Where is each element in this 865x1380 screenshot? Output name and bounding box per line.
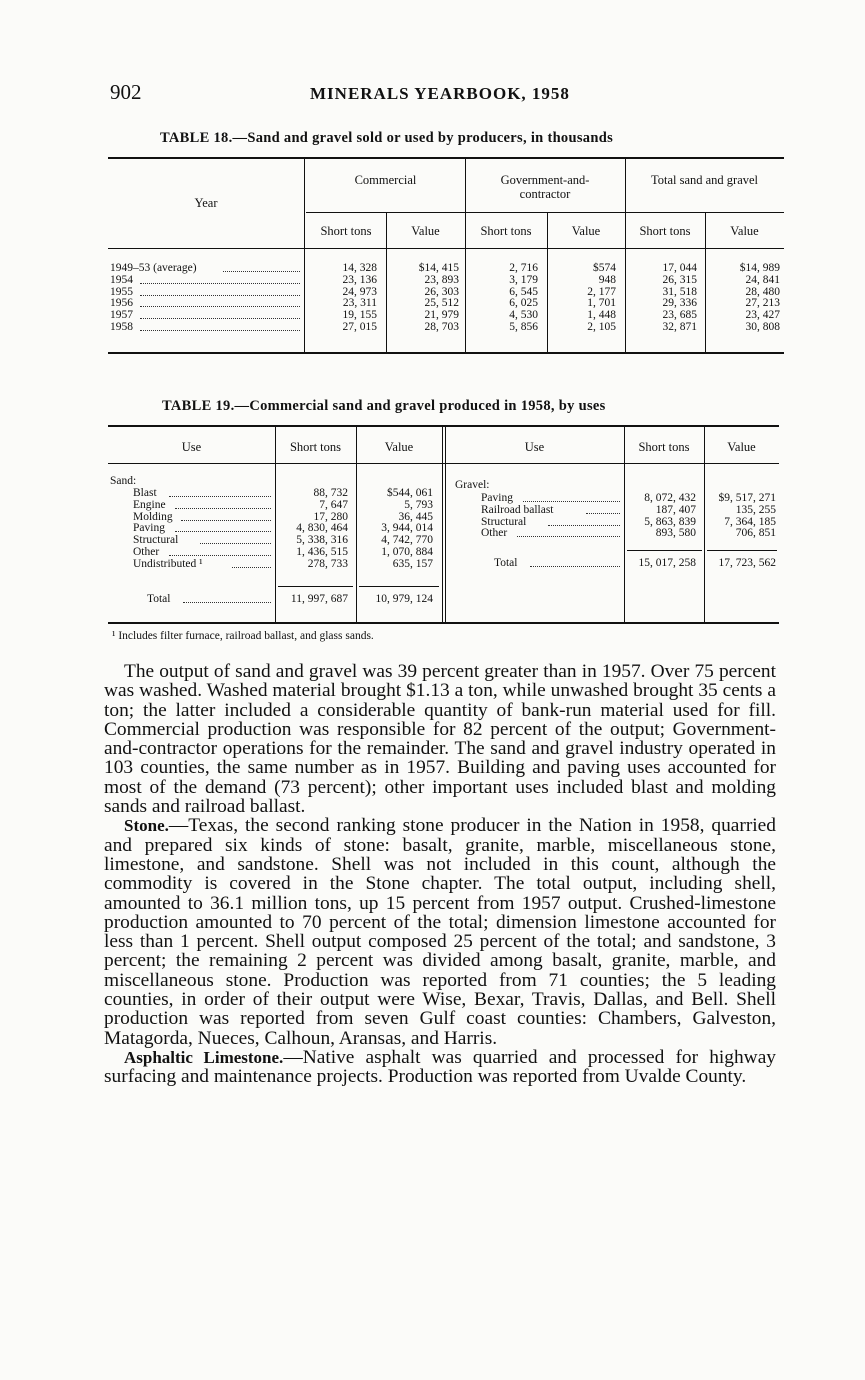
table19-title: TABLE 19.—Commercial sand and gravel produced in 1958, by uses [162, 398, 606, 414]
table18-value: 1, 701 [587, 297, 616, 310]
table19-value: 3, 944, 014 [381, 522, 433, 535]
table19-value: 706, 851 [735, 527, 776, 540]
table18-year-label: 1949–53 (average) [110, 262, 197, 274]
table-rule [707, 550, 777, 551]
table18-value: 2, 716 [509, 262, 538, 274]
table19-value: 4, 742, 770 [381, 534, 433, 547]
table19-value: 5, 793 [404, 498, 433, 511]
table19-group-sand: Sand: [110, 475, 137, 487]
body-text [104, 662, 776, 1087]
table-rule [359, 586, 439, 587]
table19-total-tons: 15, 017, 258 [638, 557, 696, 569]
table18-value: 6, 025 [509, 297, 538, 310]
table-rule [627, 550, 702, 551]
table19-use-label: Undistributed ¹ [133, 557, 203, 570]
table-column-rule [442, 425, 443, 622]
table19-total-label: Total [147, 593, 171, 605]
table18-value: 26, 303 [424, 285, 459, 298]
table-rule [306, 212, 784, 213]
table18-value: 23, 136 [342, 273, 377, 286]
leader-dots [232, 567, 272, 568]
table19-tons: 278, 733 [307, 557, 348, 570]
table18-subheader: Short tons [320, 224, 372, 238]
table-rule [108, 248, 784, 249]
leader-dots [183, 602, 271, 603]
table-rule [108, 463, 779, 464]
table19-tons: 8, 072, 432 [644, 492, 696, 504]
running-head: MINERALS YEARBOOK, 1958 [310, 84, 570, 103]
leader-dots [140, 306, 300, 307]
run-in-asphaltic-limestone: Asphaltic Limestone. [124, 1047, 284, 1067]
table19-header: Use [524, 440, 545, 454]
table18-value: 24, 973 [342, 285, 377, 298]
table18-value: 4, 530 [509, 309, 538, 322]
leader-dots [169, 555, 272, 556]
table18-year-label: 1954 [110, 273, 133, 286]
table18-value: 2, 105 [587, 321, 616, 333]
table19-total-value: 10, 979, 124 [375, 593, 433, 605]
table18-value: 27, 015 [342, 321, 377, 333]
table19-use-label: Paving [481, 492, 513, 504]
table19-tons: 893, 580 [655, 527, 696, 540]
table19-total-label: Total [494, 557, 518, 569]
table19-value: 36, 445 [398, 510, 433, 523]
leader-dots [169, 496, 272, 497]
stone-text: —Texas, the second ranking stone producer in the Nation in 1958, quarried and prepared six kinds of stone: basalt, granite, marble, miscellaneous stone, limestone, and sandstone. Shell was not included in this count, although the commodity is covered in the Stone chapter. The total output, including shell, amounted to 36.1 million tons, up 15 percent from 1957 output. Crushed-limestone production amounted to 70 percent of the total; dimension limestone accounted for less than 1 percent. Shell output composed 25 percent of the total; and sandstone, 3 percent; the remaining 2 percent was divided among basalt, granite, marble, and miscellaneous stone. Production was reported from 71 counties; the 5 leading counties, in order of their output were Wise, Bexar, Travis, Dallas, and Bell. Shell production was reported from seven Gulf coast counties: Chambers, Galveston, Matagorda, Nueces, Calhoun, Aransas, and Harris. [104, 815, 776, 1049]
table19-tons: 5, 338, 316 [296, 534, 348, 547]
table18-value: 1, 448 [587, 309, 616, 322]
paragraph-asphaltic-limestone [104, 1048, 776, 1087]
table18-subheader: Short tons [639, 224, 691, 238]
paragraph-sand-gravel: The output of sand and gravel was 39 percent greater than in 1957. Over 75 percent was washed. Washed material brought $1.13 a ton, while unwashed brought 35 cents a ton; the latter included a considerable quantity of bank-run material used for fill. Commercial production was responsible for 82 percent of the output; Government-and-contractor operations for the remainder. The sand and gravel industry operated in 103 counties, the same number as in 1957. Building and paving uses accounted for most of the demand (73 percent); other important uses included blast and molding sands and railroad ballast. [104, 661, 776, 818]
table-column-rule [445, 425, 446, 622]
leader-dots [175, 508, 271, 509]
table18-value: $14, 415 [418, 262, 459, 274]
table19-header: Value [727, 440, 756, 454]
table18-value: 5, 856 [509, 321, 538, 333]
table18-value: 30, 808 [745, 321, 780, 333]
table18-year-label: 1958 [110, 321, 133, 333]
table18-value: 23, 311 [342, 297, 377, 310]
table18-group-header: Total sand and gravel [650, 173, 759, 187]
table18-year-label: 1955 [110, 285, 133, 298]
table19-value: 1, 070, 884 [381, 546, 433, 558]
table19-use-label: Other [133, 546, 160, 558]
table18-title: TABLE 18.—Sand and gravel sold or used by producers, in thousands [160, 130, 614, 146]
table18-value: 948 [598, 273, 616, 286]
paragraph-stone [104, 816, 776, 1048]
leader-dots [223, 271, 300, 272]
table18-value: 28, 703 [424, 321, 459, 333]
table19-header: Short tons [638, 440, 690, 454]
table19-footnote: ¹ Includes filter furnace, railroad ballast, and glass sands. [112, 630, 374, 642]
table19-tons: 7, 647 [319, 498, 348, 511]
table19-group-gravel: Gravel: [455, 479, 490, 491]
table18-value: 6, 545 [509, 285, 538, 298]
table18-value: 28, 480 [745, 285, 780, 298]
table19-tons: 5, 863, 839 [644, 515, 696, 528]
table18-subheader: Value [571, 224, 601, 238]
table18-group-header: Government-and-contractor [500, 173, 590, 201]
table19-tons: 17, 280 [313, 510, 348, 523]
table18-value: $574 [593, 262, 616, 274]
table19-use-label: Other [481, 527, 508, 540]
table19-use-label: Structural [133, 534, 179, 547]
table18-value: 23, 427 [745, 309, 780, 322]
table18-value: 27, 213 [745, 297, 780, 310]
table-rule [108, 157, 784, 159]
table18-subheader: Value [411, 224, 440, 238]
table19-use-label: Structural [481, 515, 527, 528]
table18-subheader: Short tons [480, 224, 532, 238]
table18-value: 32, 871 [662, 321, 697, 333]
run-in-stone: Stone. [124, 816, 169, 836]
table19-tons: 187, 407 [655, 503, 696, 516]
table19-header: Use [181, 440, 202, 454]
table18-value: 3, 179 [509, 273, 538, 286]
table18-value: 2, 177 [587, 285, 616, 298]
leader-dots [530, 566, 620, 567]
leader-dots [181, 520, 271, 521]
leader-dots [140, 318, 300, 319]
table-rule [108, 622, 779, 624]
table18-value: 14, 328 [342, 262, 377, 274]
table18-value: 26, 315 [662, 273, 697, 286]
table18-value: $14, 989 [739, 262, 780, 274]
table19-header: Value [384, 440, 414, 454]
table19-header: Short tons [289, 440, 342, 454]
table19-use-label: Engine [133, 498, 166, 511]
table18-value: 25, 512 [424, 297, 459, 310]
table19-use-label: Paving [133, 522, 165, 535]
table19-tons: 1, 436, 515 [296, 546, 348, 558]
leader-dots [586, 513, 620, 514]
table19-tons: 88, 732 [313, 487, 348, 499]
table18-year-label: 1956 [110, 297, 133, 310]
table19-tons: 4, 830, 464 [296, 522, 348, 535]
table18-value: 24, 841 [745, 273, 780, 286]
table18-value: 17, 044 [662, 262, 697, 274]
table18-value: 29, 336 [662, 297, 697, 310]
table18-value: 21, 979 [424, 309, 459, 322]
table-rule [108, 425, 779, 427]
table19-value: 7, 364, 185 [724, 515, 776, 528]
leader-dots [140, 330, 300, 331]
table19-value: 635, 157 [392, 557, 433, 570]
leader-dots [140, 283, 300, 284]
table19-value: $9, 517, 271 [718, 492, 776, 504]
table19-total-value: 17, 723, 562 [718, 557, 776, 569]
table18-value: 23, 685 [662, 309, 697, 322]
table19-use-label: Blast [133, 487, 157, 499]
leader-dots [548, 525, 620, 526]
leader-dots [140, 295, 300, 296]
table19-total-tons: 11, 997, 687 [290, 593, 348, 605]
table18-subheader: Value [730, 224, 759, 238]
leader-dots [523, 501, 620, 502]
table-rule [278, 586, 353, 587]
table18-value: 23, 893 [424, 273, 459, 286]
asphaltic-text: —Native asphalt was quarried and processed for highway surfacing and maintenance projects. Production was reported from Uvalde County. [104, 1046, 776, 1088]
table19-value: $544, 061 [387, 487, 433, 499]
leader-dots [175, 531, 271, 532]
table18-header-year: Year [194, 196, 218, 210]
table19-use-label: Molding [133, 510, 173, 523]
table18-group-header: Commercial [354, 173, 417, 187]
table19-use-label: Railroad ballast [481, 503, 554, 516]
leader-dots [200, 543, 271, 544]
leader-dots [517, 536, 621, 537]
table19-value: 135, 255 [735, 503, 776, 516]
table18-year-label: 1957 [110, 309, 133, 322]
table-rule [108, 352, 784, 354]
page-number: 902 [110, 80, 142, 104]
table18-value: 19, 155 [342, 309, 377, 322]
table18-value: 31, 518 [662, 285, 697, 298]
